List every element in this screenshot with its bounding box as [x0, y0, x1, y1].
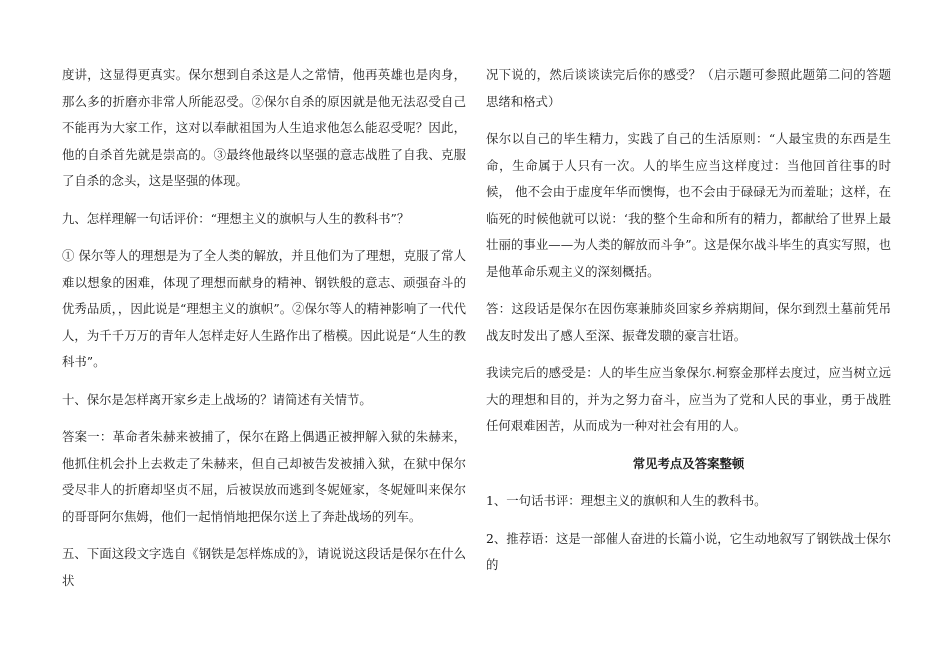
quote-paragraph: 保尔以自己的毕生精力，实践了自己的生活原则：“人最宝贵的东西是生命，生命属于人只有一次。人的毕生应当这样度过：当他回首往事的时候， 他不会由于虚度年华而懊悔，也不会由于碌碌无为而羞耻；这样，在临死的时候他就可以说：‘我的整个生命和所有的精力，都献给了世界上最壮丽的事业——为人类的解放而斗争”。这是保尔战斗毕生的真实写照，也是他革命乐观主义的深刻概括。: [486, 131, 891, 279]
question-10: 十、保尔是怎样离开家乡走上战场的？请简述有关情节。: [62, 391, 372, 407]
question-5-continued: 况下说的，然后谈谈读完后你的感受？（启示题可参照此题第二问的答题思绪和格式）: [486, 67, 891, 109]
list-item-2: 2、推荐语：这是一部催人奋进的长篇小说，它生动地叙写了钢铁战士保尔的: [486, 530, 891, 572]
answer-10: 答案一：革命者朱赫来被捕了，保尔在路上偶遇正被押解入狱的朱赫来，他抓住机会扑上去救走了朱赫来，但自己却被告发被捕入狱，在狱中保尔受尽非人的折磨却坚贞不屈，后被误放而逃到冬妮娅家，冬妮娅叫来保尔的哥哥阿尔焦姆，他们一起悄悄地把保尔送上了奔赴战场的列车。: [62, 429, 466, 524]
answer-paragraph: 答：这段话是保尔在因伤寒兼肺炎回家乡养病期间，保尔到烈土墓前凭吊战友时发出了感人至深、振聋发聩的豪言壮语。: [486, 301, 891, 343]
list-item-1: 1、一句话书评：理想主义的旗帜和人生的教科书。: [486, 493, 767, 508]
question-9: 九、怎样理解一句话评价：“理想主义的旗帜与人生的教科书”？: [62, 210, 410, 226]
section-title: 常见考点及答案整顿: [632, 455, 745, 471]
paragraph-suicide-analysis: 度讲，这显得更真实。保尔想到自杀这是人之常情，他再英雄也是肉身，那么多的折磨亦非常人所能忍受。②保尔自杀的原因就是他无法忍受自己不能再为大家工作，这对以奉献祖国为人生追求他怎么能忍受呢？因此，他的自杀首先就是崇高的。③最终他最终以坚强的意志战胜了自我、克服了自杀的念头，这是坚强的体现。: [62, 67, 466, 188]
right-column: [486, 62, 891, 579]
left-column: [62, 62, 466, 594]
question-5: 五、下面这段文字选自《钢铁是怎样炼成的》，请说说这段话是保尔在什么状: [62, 546, 466, 588]
answer-9: ① 保尔等人的理想是为了全人类的解放，并且他们为了理想，克服了常人难以想象的困难，体现了理想而献身的精神、钢铁般的意志、顽强奋斗的优秀品质，，因此说是“理想主义的旗帜”。②保尔等人的精神影响了一代代人，为千千万万的青年人怎样走好人生路作出了楷模。因此说是“人生的教科书”。: [62, 248, 466, 369]
feeling-paragraph: 我读完后的感受是：人的毕生应当象保尔.柯察金那样去度过，应当树立远大的理想和目的，并为之努力奋斗，应当为了党和人民的事业，勇于战胜任何艰难困苦，从而成为一种对社会有用的人。: [486, 365, 891, 433]
